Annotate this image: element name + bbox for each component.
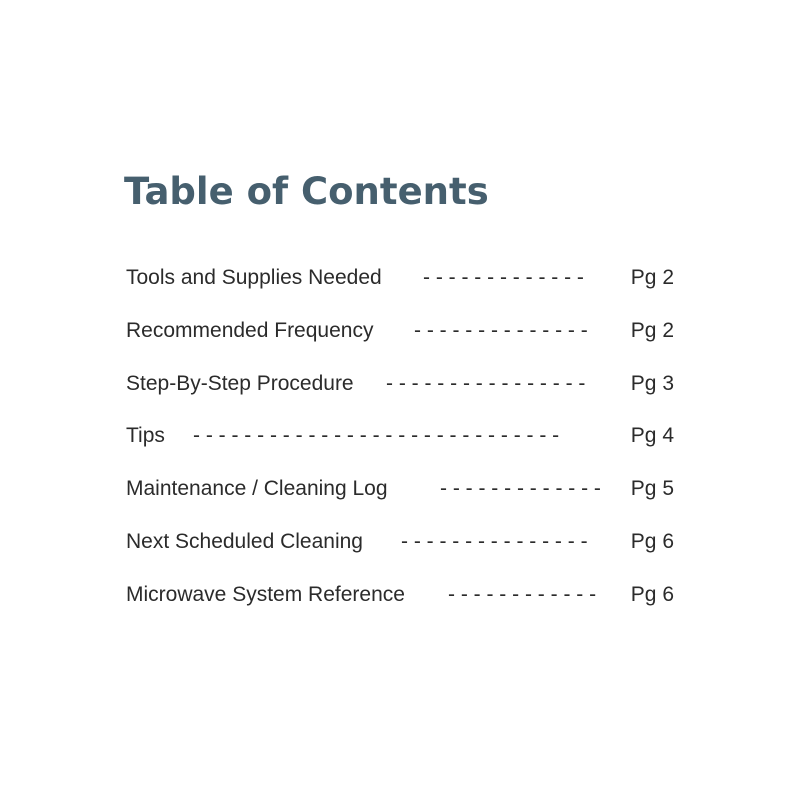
toc-entry-tips [126, 418, 674, 471]
toc-dot-leader: - - - - - - - - - - - - - [423, 266, 584, 289]
toc-page-number: Pg 5 [630, 477, 674, 501]
toc-list [126, 260, 674, 630]
toc-entry-next-scheduled-cleaning [126, 524, 674, 577]
toc-dot-leader: - - - - - - - - - - - - - [440, 477, 601, 501]
toc-entry-step-by-step-procedure [126, 366, 674, 419]
toc-page-number: Pg 4 [630, 424, 674, 448]
toc-entry-maintenance-cleaning-log [126, 471, 674, 524]
toc-dot-leader: - - - - - - - - - - - - [448, 582, 597, 606]
toc-entry-tools-and-supplies [126, 260, 674, 313]
toc-page-number: Pg 6 [630, 529, 674, 553]
toc-entry-label: Microwave System Reference [126, 582, 405, 606]
toc-page-number: Pg 3 [630, 371, 674, 395]
toc-entry-microwave-system-reference [126, 577, 674, 630]
toc-dot-leader: - - - - - - - - - - - - - - - - - - - - - - - - - - - - - [193, 424, 560, 448]
toc-page-number: Pg 2 [630, 266, 674, 289]
toc-entry-label: Tools and Supplies Needed [126, 266, 382, 289]
toc-dot-leader: - - - - - - - - - - - - - - [414, 318, 588, 342]
toc-page-number: Pg 2 [630, 318, 674, 342]
toc-page-number: Pg 6 [630, 582, 674, 606]
toc-entry-label: Step-By-Step Procedure [126, 371, 354, 395]
toc-entry-label: Recommended Frequency [126, 318, 374, 342]
toc-entry-label: Maintenance / Cleaning Log [126, 477, 388, 501]
toc-entry-label: Next Scheduled Cleaning [126, 529, 363, 553]
toc-entry-label: Tips [126, 424, 165, 448]
page-title: Table of Contents [124, 170, 489, 213]
toc-dot-leader: - - - - - - - - - - - - - - - - [386, 371, 586, 395]
toc-entry-recommended-frequency [126, 313, 674, 366]
toc-dot-leader: - - - - - - - - - - - - - - - [401, 529, 588, 553]
